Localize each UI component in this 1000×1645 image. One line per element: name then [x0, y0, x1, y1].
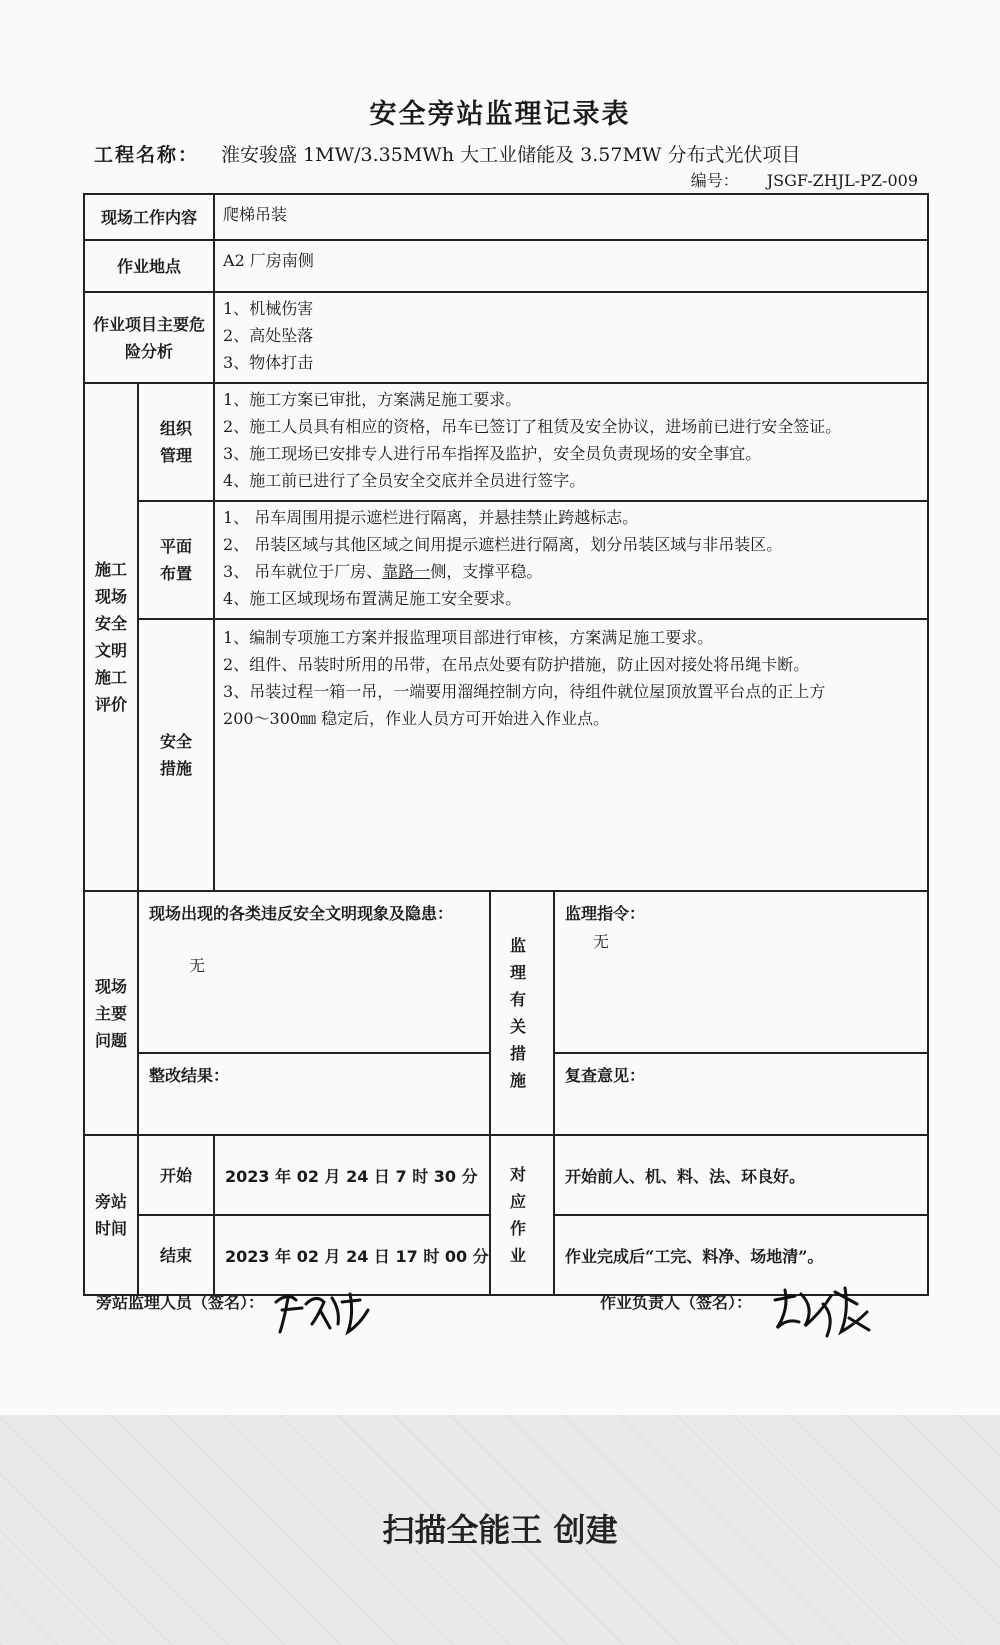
location-value: A2 厂房南侧	[214, 240, 928, 292]
safety-item: 2、组件、吊装时所用的吊带，在吊点处要有防护措施，防止因对接处将吊绳卡断。	[223, 655, 810, 674]
work-content-label: 现场工作内容	[84, 194, 214, 240]
leader-signature-label: 作业负责人（签名）：	[600, 1293, 753, 1312]
layout-list	[214, 501, 928, 619]
end-value: 2023 年 02 月 24 日 17 时 00 分	[214, 1215, 490, 1295]
hazard-item: 1、机械伤害	[223, 299, 314, 318]
layout-item: 3、 吊车就位于厂房、靠路一侧，支撑平稳。	[223, 562, 543, 581]
end-work: 作业完成后“工完、料净、场地清”。	[554, 1215, 928, 1295]
supervisor-signature	[268, 1280, 378, 1340]
instruction-cell	[554, 891, 928, 1053]
scanner-watermark: 扫描全能王 创建	[382, 1511, 618, 1549]
layout-item: 1、 吊车周围用提示遮栏进行隔离，并悬挂禁止跨越标志。	[223, 508, 639, 527]
work-label: 对应作业	[490, 1135, 554, 1295]
rectify-label: 整改结果：	[138, 1053, 490, 1135]
hazard-label: 作业项目主要危险分析	[84, 292, 214, 383]
org-list	[214, 383, 928, 501]
violations-label: 现场出现的各类违反安全文明现象及隐患：	[149, 904, 454, 923]
org-item: 1、施工方案已审批，方案满足施工要求。	[223, 390, 522, 409]
end-label: 结束	[138, 1215, 214, 1295]
project-value: 淮安骏盛 1MW/3.35MWh 大工业储能及 3.57MW 分布式光伏项目	[221, 144, 801, 166]
safety-label: 安全措施	[138, 619, 214, 891]
hazard-item: 3、物体打击	[223, 353, 314, 372]
handwritten-underline: 靠路一	[382, 562, 431, 581]
safety-item: 200～300㎜ 稳定后，作业人员方可开始进入作业点。	[223, 709, 610, 728]
safety-list	[214, 619, 928, 891]
location-label: 作业地点	[84, 240, 214, 292]
project-label: 工程名称：	[94, 144, 200, 166]
instruction-value: 无	[593, 932, 610, 951]
hazard-item: 2、高处坠落	[223, 326, 314, 345]
evaluation-label: 施工现场安全文明施工评价	[84, 383, 138, 891]
layout-label: 平面布置	[138, 501, 214, 619]
supervisor-signature-label: 旁站监理人员（签名）：	[96, 1293, 265, 1312]
document-title: 安全旁站监理记录表	[369, 99, 631, 130]
layout-item: 4、施工区域现场布置满足施工安全要求。	[223, 589, 522, 608]
time-label: 旁站时间	[84, 1135, 138, 1295]
code-value: JSGF-ZHJL-PZ-009	[766, 171, 918, 190]
org-item: 3、施工现场已安排专人进行吊车指挥及监护，安全员负责现场的安全事宜。	[223, 444, 762, 463]
safety-item: 3、吊装过程一箱一吊，一端要用溜绳控制方向，待组件就位屋顶放置平台点的正上方	[223, 682, 826, 701]
record-table	[83, 193, 929, 1296]
project-line	[94, 140, 800, 167]
layout-item: 2、 吊装区域与其他区域之间用提示遮栏进行隔离，划分吊装区域与非吊装区。	[223, 535, 783, 554]
safety-item: 1、编制专项施工方案并报监理项目部进行审核，方案满足施工要求。	[223, 628, 714, 647]
violations-value: 无	[189, 956, 206, 975]
work-content-value: 爬梯吊装	[214, 194, 928, 240]
leader-signature	[765, 1282, 875, 1346]
code-label: 编号：	[690, 171, 739, 190]
code-line	[691, 168, 918, 191]
review-label: 复查意见：	[554, 1053, 928, 1135]
problems-label: 现场主要问题	[84, 891, 138, 1135]
start-value: 2023 年 02 月 24 日 7 时 30 分	[214, 1135, 490, 1215]
org-item: 4、施工前已进行了全员安全交底并全员进行签字。	[223, 471, 586, 490]
measures-label: 监理有关措施	[490, 891, 554, 1135]
start-label: 开始	[138, 1135, 214, 1215]
violations-cell	[138, 891, 490, 1053]
org-label: 组织管理	[138, 383, 214, 501]
org-item: 2、施工人员具有相应的资格，吊车已签订了租赁及安全协议，进场前已进行安全签证。	[223, 417, 842, 436]
hazard-list	[214, 292, 928, 383]
start-work: 开始前人、机、料、法、环良好。	[554, 1135, 928, 1215]
instruction-label: 监理指令：	[565, 904, 646, 923]
